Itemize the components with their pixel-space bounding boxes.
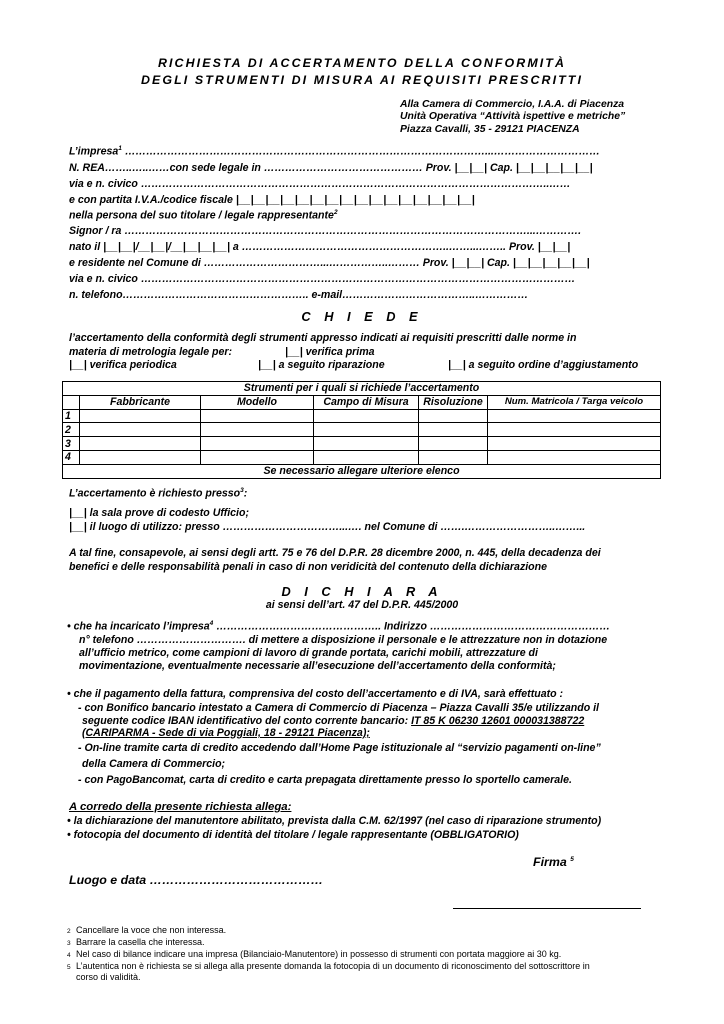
address-line-2: Unità Operativa “Attività ispettive e metriche” [400,111,626,122]
checkbox-luogo-utilizzo[interactable]: |__| il luogo di utilizzo: presso ……………………………...…. nel Comune di …….……………………..……... [69,521,586,533]
field-telefono-email[interactable]: n. telefono…………………………………………….. e-mail………………………………..…………… [69,289,529,301]
impresa-dots: …………………………………………………………………………………………...………………………… [121,145,600,158]
cell-risoluzione[interactable] [419,409,488,423]
chiede-text-2: materia di metrologia legale per: [69,346,233,358]
bonifico-line-2 [82,715,584,727]
row-number: 1 [63,409,80,423]
incarico-label: • che ha incaricato l’impresa [67,620,210,633]
checkbox-seguito-riparazione[interactable]: |__| a seguito riparazione [258,359,385,371]
field-residente[interactable]: e residente nel Comune di ……………………………...……………..……… Prov. |__|__| Cap. |__|__|__|__|__| [69,257,590,269]
cell-modello[interactable] [201,423,314,437]
checkbox-verifica-prima[interactable]: |__| verifica prima [285,346,375,358]
dichiara-bullet-1-line-1[interactable] [67,620,610,633]
instruments-table [62,381,661,479]
footnote-ref-3: 3 [240,487,244,494]
cell-matricola[interactable] [488,409,661,423]
bank-branch: (CARIPARMA - Sede di via Poggiali, 18 - 29121 Piacenza); [82,727,370,739]
dichiara-header: D I C H I A R A [281,584,443,599]
cell-matricola[interactable] [488,437,661,451]
table-footer: Se necessario allegare ulteriore elenco [63,464,661,478]
field-nato[interactable]: nato il |__|__|/__|__|/__|__|__|__| a …………………………………………………..……...…….. Prov. |__|__| [69,241,571,253]
footnote-ref-1: 1 [118,145,122,152]
table-row [63,437,661,451]
chiede-header: C H I E D E [301,309,423,324]
presso-label-text: L’accertamento è richiesto presso [69,487,241,500]
address-line-1: Alla Camera di Commercio, I.A.A. di Piacenza [400,99,625,110]
cell-risoluzione[interactable] [419,450,488,464]
field-signor[interactable]: Signor / ra ……………………………………………………………………………………………………...…………. [69,225,582,237]
document-title-line1: RICHIESTA DI ACCERTAMENTO DELLA CONFORMITÀ [157,56,567,70]
footnote-ref-2: 2 [333,209,338,216]
footnote: 5 L’autentica non è richiesta se si allega alla presente domanda la fotocopia di un documento di riconoscimento del sottoscrittore in [67,961,590,971]
chiede-text-1: l’accertamento della conformità degli strumenti appresso indicati ai requisiti prescritti dalle norme in [69,332,577,344]
cell-fabbricante[interactable] [80,409,201,423]
cell-matricola[interactable] [488,423,661,437]
address-line-3: Piazza Cavalli, 35 - 29121 PIACENZA [400,124,580,135]
field-persona [69,209,338,222]
luogo-data-field[interactable]: Luogo e data …………………………………… [69,873,324,887]
cell-fabbricante[interactable] [80,423,201,437]
cell-fabbricante[interactable] [80,437,201,451]
table-corner-cell [63,395,80,409]
field-rea-sede[interactable]: N. REA……..…..……con sede legale in ……………………………………… Prov. |__|__| Cap. |__|__|__|__|__| [69,162,593,174]
firma-label [533,855,574,869]
col-matricola: Num. Matricola / Targa veicolo [488,395,661,409]
col-campo-misura: Campo di Misura [314,395,419,409]
iban-label: seguente codice IBAN identificativo del conto corrente bancario: [82,715,412,727]
iban-code: IT 85 K 06230 12601 000031388722 [411,715,585,727]
footnote: 4 Nel caso di bilance indicare una impresa (Bilanciaio-Manutentore) in possesso di strumenti con portata maggiore ai 30 kg. [67,949,562,959]
checkbox-sala-prove[interactable]: |__| la sala prove di codesto Ufficio; [69,507,249,519]
declaration-intro-2: benefici e delle responsabilità penali in caso di non veridicità del contenuto della dichiarazione [69,561,548,573]
cell-campo[interactable] [314,437,419,451]
firma-text: Firma [533,855,567,869]
table-row [63,409,661,423]
bonifico-line-1: - con Bonifico bancario intestato a Camera di Commercio di Piacenza – Piazza Cavalli 35/e utilizzando il [78,702,600,714]
col-fabbricante: Fabbricante [80,395,201,409]
dichiara-bullet-1-line-2[interactable]: n° telefono …………………………. di mettere a disposizione il personale e le attrezzature non in dotazione [79,634,608,646]
dichiara-bullet-2-line-1: • che il pagamento della fattura, comprensiva del costo dell’accertamento e di IVA, sarà effettuato : [67,688,564,700]
field-partita-iva[interactable]: e con partita I.V.A./codice fiscale |__|__|__|__|__|__|__|__|__|__|__|__|__|__|__|__| [69,194,475,206]
footnote: 2 Cancellare la voce che non interessa. [67,925,227,935]
dichiara-bullet-1-line-3: all’ufficio metrico, come campioni di lavoro di grande portata, carichi mobili, attrezzature di [79,647,538,659]
cell-campo[interactable] [314,423,419,437]
table-row [63,450,661,464]
footnote-ref-5: 5 [570,855,574,863]
allega-header: A corredo della presente richiesta allega: [69,801,292,813]
presso-label [69,487,247,500]
cell-campo[interactable] [314,450,419,464]
field-via-residenza[interactable]: via e n. civico …………………………………………………………………………………………………………… [69,273,576,285]
cell-risoluzione[interactable] [419,437,488,451]
incarico-dots: ……………………………………….. Indirizzo …………………………………………… [213,620,610,633]
table-caption: Strumenti per i quali si richiede l’accertamento [63,382,661,396]
footnote: corso di validità. [76,972,141,982]
allega-item-1: • la dichiarazione del manutentore abilitato, prevista dalla C.M. 62/1997 (nel caso di riparazione strumento) [67,815,602,827]
cell-modello[interactable] [201,450,314,464]
col-risoluzione: Risoluzione [419,395,488,409]
document-title-line2: DEGLI STRUMENTI DI MISURA AI REQUISITI PRESCRITTI [140,73,584,87]
checkbox-verifica-periodica[interactable]: |__| verifica periodica [69,359,177,371]
declaration-intro-1: A tal fine, consapevole, ai sensi degli artt. 75 e 76 del D.P.R. 28 dicembre 2000, n. 445, della decadenza dei [69,547,601,559]
col-modello: Modello [201,395,314,409]
footnote: 3 Barrare la casella che interessa. [67,937,205,947]
field-via-sede[interactable]: via e n. civico ……………………………………………………………………………………………………..…… [69,178,571,190]
dichiara-bullet-1-line-4: movimentazione, eventualmente necessarie all’esecuzione dell’accertamento della conformità; [79,660,556,672]
row-number: 3 [63,437,80,451]
dichiara-subtitle: ai sensi dell’art. 47 del D.P.R. 445/2000 [265,599,459,611]
persona-label: nella persona del suo titolare / legale rappresentante [69,209,334,222]
cell-modello[interactable] [201,409,314,423]
pagobancomat-line: - con PagoBancomat, carta di credito e carta prepagata direttamente presso lo sportello camerale. [78,774,572,786]
cell-risoluzione[interactable] [419,423,488,437]
presso-label-colon: : [243,487,248,500]
online-payment-line-2: della Camera di Commercio; [82,758,226,770]
table-row [63,423,661,437]
allega-item-2: • fotocopia del documento di identità del titolare / legale rappresentante (OBBLIGATORIO) [67,829,519,841]
row-number: 4 [63,450,80,464]
signature-line[interactable] [453,908,641,909]
row-number: 2 [63,423,80,437]
cell-matricola[interactable] [488,450,661,464]
cell-modello[interactable] [201,437,314,451]
impresa-label: L’impresa [69,145,119,158]
online-payment-line-1: - On-line tramite carta di credito accedendo dall’Home Page istituzionale al “servizio pagamenti on-line” [78,742,601,754]
footnote-ref-4: 4 [209,620,214,627]
cell-campo[interactable] [314,409,419,423]
field-impresa[interactable] [69,145,600,158]
checkbox-ordine-aggiustamento[interactable]: |__| a seguito ordine d’aggiustamento [448,359,639,371]
cell-fabbricante[interactable] [80,450,201,464]
